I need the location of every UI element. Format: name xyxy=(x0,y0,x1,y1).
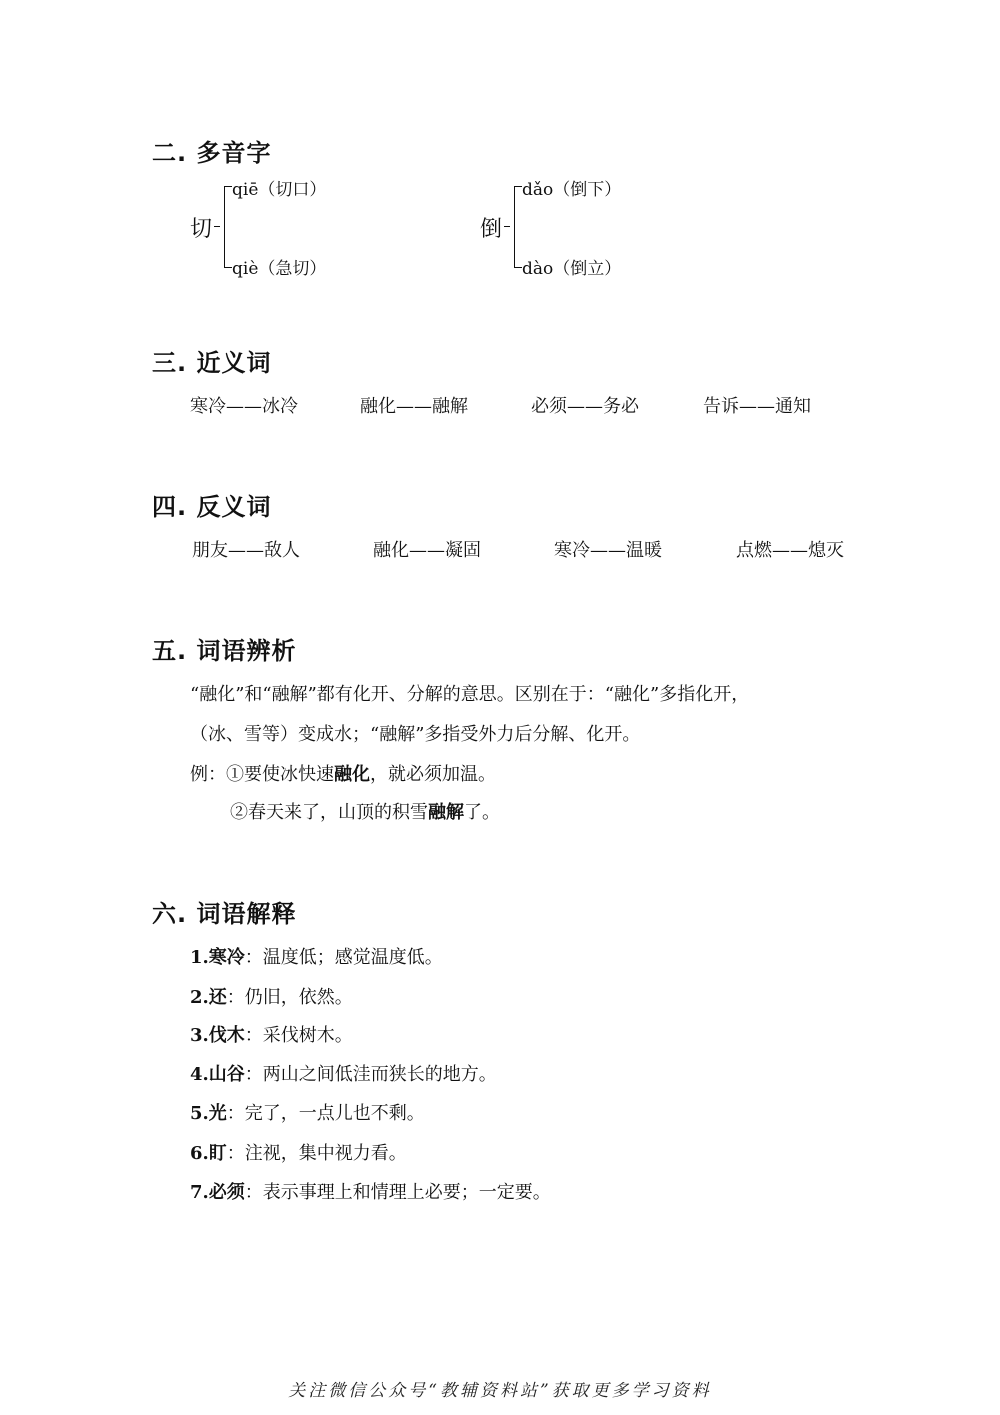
definition-term: 山谷 xyxy=(208,1064,245,1085)
definition-item xyxy=(190,983,353,1009)
brace xyxy=(514,186,522,268)
analysis-paragraph-line: （冰、雪等）变成水；“融解”多指受外力后分解、化开。 xyxy=(190,724,641,745)
definition-number: 5. xyxy=(190,1103,209,1124)
antonym-pair: 点燃——熄灭 xyxy=(736,540,844,561)
definition-text: ：注视，集中视力看。 xyxy=(226,1143,407,1164)
example-text: 例：①要使冰快速 xyxy=(190,764,334,785)
definition-item xyxy=(190,943,443,969)
example-text: ②春天来了，山顶的积雪 xyxy=(230,802,428,823)
definition-text: ：温度低；感觉温度低。 xyxy=(244,947,443,968)
pronunciation-bottom: dào（倒立） xyxy=(522,259,622,279)
antonym-pair: 融化——凝固 xyxy=(373,540,481,561)
synonym-pair: 必须——务必 xyxy=(531,396,639,417)
polyphonic-char: 切 xyxy=(190,217,213,242)
brace-stub xyxy=(214,226,220,227)
definition-text: ：表示事理上和情理上必要；一定要。 xyxy=(244,1182,551,1203)
definition-term: 光 xyxy=(208,1103,227,1124)
pronunciation-top: dǎo（倒下） xyxy=(522,180,622,200)
pronunciation-top: qiē（切口） xyxy=(232,180,327,200)
definition-item xyxy=(190,1178,551,1204)
analysis-paragraph-line: “融化”和“融解”都有化开、分解的意思。区别在于：“融化”多指化开， xyxy=(190,684,750,705)
definition-number: 2. xyxy=(190,987,209,1008)
footer-note: 关注微信公众号“教辅资料站”获取更多学习资料 xyxy=(288,1381,712,1401)
definition-item xyxy=(190,1060,497,1086)
definition-text: ：完了，一点儿也不剩。 xyxy=(226,1103,425,1124)
section-title-word-analysis: 五. 词语辨析 xyxy=(152,637,297,665)
example-text: ，就必须加温。 xyxy=(370,764,496,785)
example-text: 了。 xyxy=(464,802,500,823)
section-title-polyphonic: 二. 多音字 xyxy=(152,139,272,167)
definition-term: 必须 xyxy=(208,1182,245,1203)
example-sentence xyxy=(190,760,496,786)
section-title-synonyms: 三. 近义词 xyxy=(152,349,272,377)
definition-term: 还 xyxy=(208,987,227,1008)
section-title-antonyms: 四. 反义词 xyxy=(152,493,272,521)
definition-item xyxy=(190,1139,407,1165)
example-sentence xyxy=(230,798,500,824)
synonym-pair: 寒冷——冰冷 xyxy=(190,396,298,417)
definition-text: ：仍旧，依然。 xyxy=(226,987,353,1008)
brace-stub xyxy=(504,226,510,227)
synonym-pair: 告诉——通知 xyxy=(703,396,811,417)
definition-term: 伐木 xyxy=(208,1025,245,1046)
definition-number: 4. xyxy=(190,1064,209,1085)
definition-term: 寒冷 xyxy=(208,947,245,968)
example-keyword: 融化 xyxy=(334,764,370,785)
example-keyword: 融解 xyxy=(428,802,464,823)
antonym-pair: 寒冷——温暖 xyxy=(554,540,662,561)
polyphonic-char: 倒 xyxy=(480,217,503,242)
brace xyxy=(224,186,232,268)
definition-number: 7. xyxy=(190,1182,209,1203)
definition-number: 3. xyxy=(190,1025,209,1046)
definition-item xyxy=(190,1021,353,1047)
antonym-pair: 朋友——敌人 xyxy=(192,540,300,561)
definition-number: 6. xyxy=(190,1143,209,1164)
definition-text: ：两山之间低洼而狭长的地方。 xyxy=(244,1064,497,1085)
synonym-pair: 融化——融解 xyxy=(360,396,468,417)
definition-text: ：采伐树木。 xyxy=(244,1025,353,1046)
definition-number: 1. xyxy=(190,947,209,968)
definition-term: 盯 xyxy=(208,1143,227,1164)
definition-item xyxy=(190,1099,425,1125)
section-title-word-definitions: 六. 词语解释 xyxy=(152,900,297,928)
pronunciation-bottom: qiè（急切） xyxy=(232,259,327,279)
